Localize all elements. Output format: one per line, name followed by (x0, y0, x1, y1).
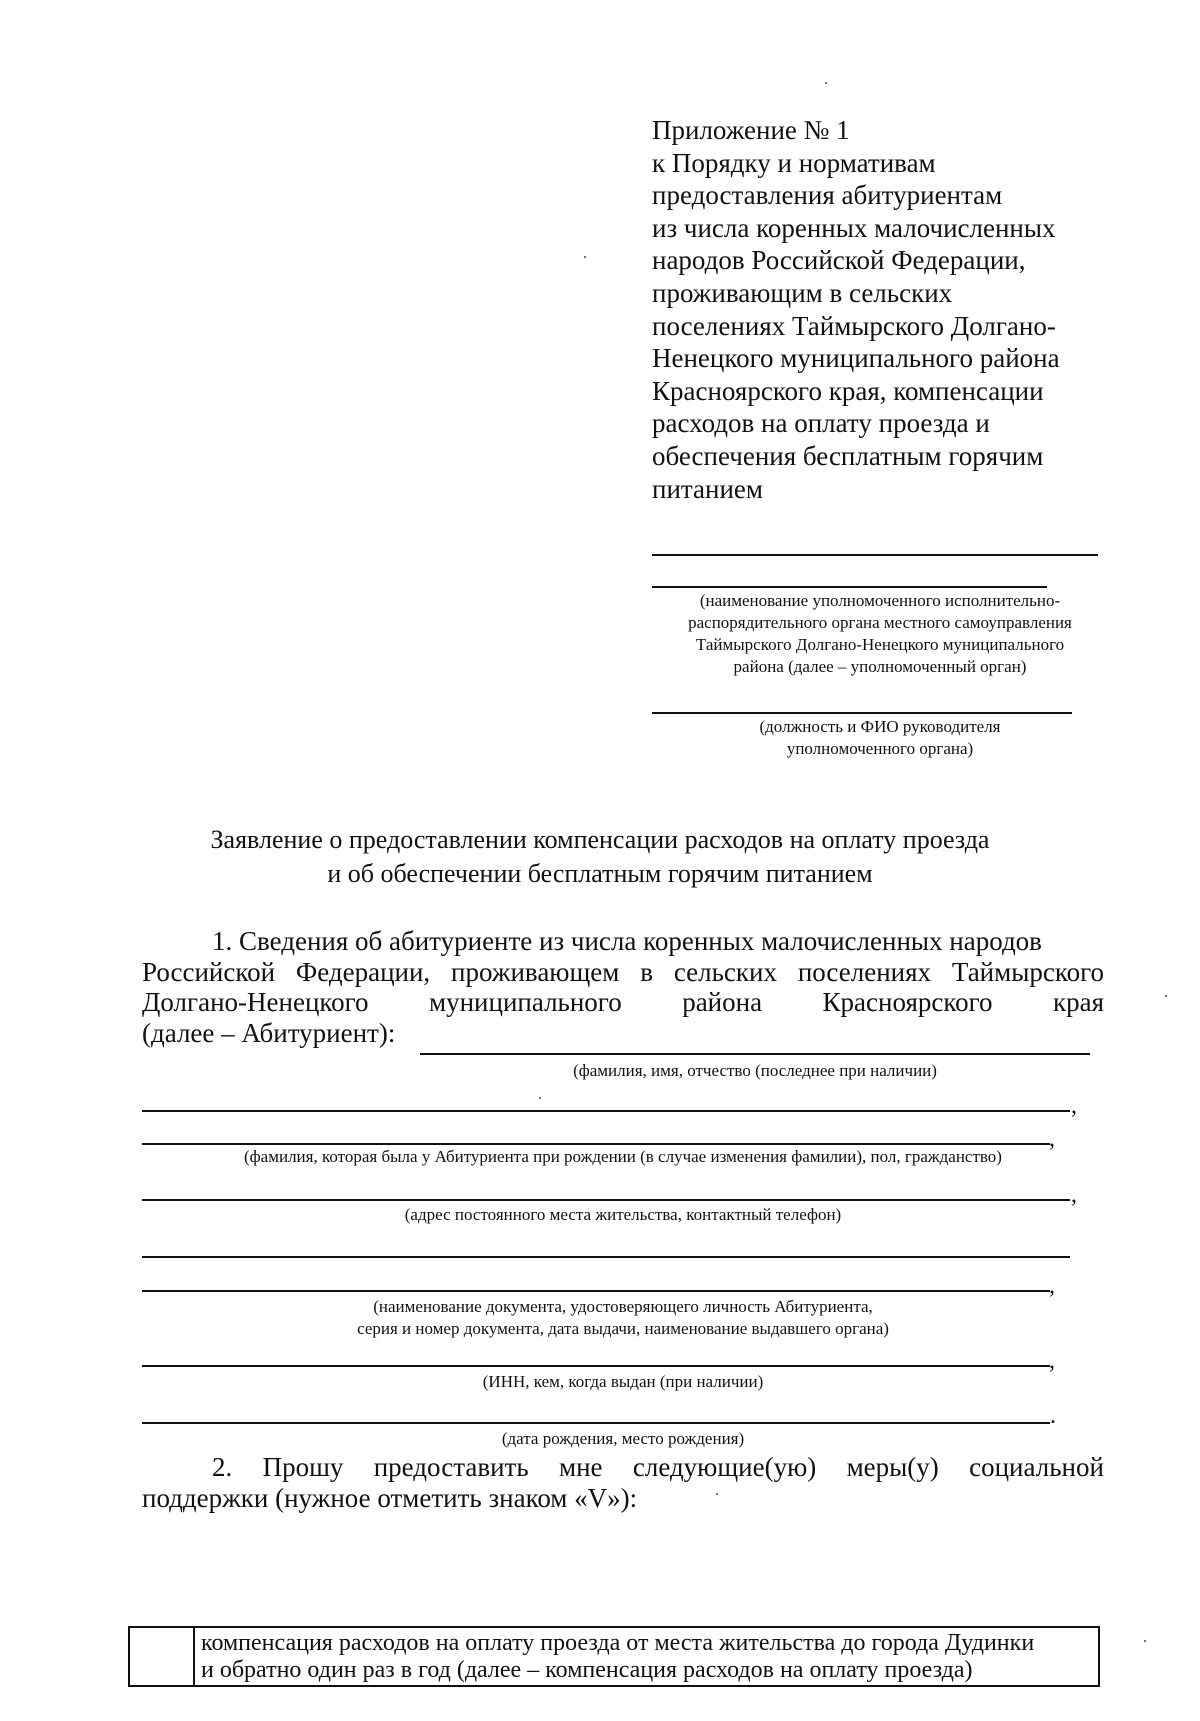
word: сельских (673, 956, 777, 987)
appendix-line: к Порядку и нормативам (652, 147, 936, 178)
word: района (682, 987, 763, 1017)
scan-speck (1165, 995, 1167, 997)
word: муниципального (429, 987, 622, 1017)
birth-name-caption: (фамилия, которая была у Абитуриента при рождении (в случае изменения фамилии), пол, гражданство) (244, 1147, 1002, 1166)
birth-name-field[interactable] (142, 1143, 1050, 1145)
birth-field[interactable] (142, 1422, 1050, 1424)
scan-speck (584, 256, 586, 258)
title-line: и об обеспечении бесплатным горячим питанием (327, 859, 873, 888)
caption-line: (наименование уполномоченного исполнительно- (699, 591, 1061, 610)
inn-field[interactable] (142, 1365, 1050, 1367)
fio-continuation-field[interactable] (142, 1110, 1070, 1112)
fio-field[interactable] (420, 1053, 1090, 1055)
section-2-line-2: поддержки (нужное отметить знаком «V»): (142, 1482, 638, 1513)
appendix-line: народов Российской Федерации, (652, 245, 1026, 276)
scan-speck (539, 1097, 541, 1099)
word: Федерации, (295, 956, 431, 987)
appendix-line: Приложение № 1 (652, 115, 850, 145)
period: . (1050, 1403, 1056, 1429)
word: следующие(ую) (632, 1452, 817, 1482)
fio-caption: (фамилия, имя, отчество (последнее при наличии) (573, 1061, 937, 1080)
document-title (0, 823, 1200, 891)
word: Таймырского (951, 956, 1104, 987)
word: проживающем (451, 956, 620, 987)
caption-line: (наименование документа, удостоверяющего личность Абитуриента, (373, 1297, 873, 1316)
head-caption (680, 716, 1080, 760)
caption-line: Таймырского Долгано-Ненецкого муниципального (695, 635, 1065, 654)
word: в (640, 956, 653, 987)
section-1-paragraph (142, 926, 1104, 1048)
authority-caption (640, 590, 1120, 678)
caption-line: уполномоченного органа) (786, 739, 974, 758)
scan-speck (1144, 1640, 1146, 1642)
caption-line: (должность и ФИО руководителя (759, 717, 1001, 736)
comma: , (1049, 1348, 1055, 1374)
support-option-row (128, 1626, 1100, 1687)
section-1-line-4: (далее – Абитуриент): (142, 1017, 396, 1048)
word: края (1052, 987, 1104, 1017)
comma: , (1049, 1273, 1055, 1299)
word: Российской (142, 956, 276, 987)
appendix-line: Красноярского края, компенсации (652, 375, 1044, 406)
scan-speck (716, 1493, 718, 1495)
section-2-paragraph (142, 1452, 1104, 1513)
appendix-line: проживающим в сельских (652, 277, 953, 308)
id-document-caption (142, 1296, 1104, 1340)
word: Прошу (262, 1452, 344, 1482)
caption-line: серия и номер документа, дата выдачи, наименование выдавшего органа) (357, 1319, 889, 1338)
comma: , (1071, 1093, 1077, 1119)
birth-caption: (дата рождения, место рождения) (501, 1429, 745, 1448)
word: 2. (212, 1452, 233, 1482)
caption-line: района (далее – уполномоченный орган) (733, 657, 1027, 676)
section-1-line-2 (142, 957, 1104, 988)
option-text-line: компенсация расходов на оплату проезда от места жительства до города Дудинки (201, 1630, 1035, 1656)
word: Красноярского (822, 987, 993, 1017)
word: поселениях (797, 956, 932, 987)
id-document-field-2[interactable] (142, 1290, 1050, 1292)
appendix-line: Ненецкого муниципального района (652, 343, 1060, 374)
option-text-line: и обратно один раз в год (далее – компенсация расходов на оплату проезда) (201, 1657, 973, 1683)
scan-speck (825, 82, 827, 84)
word: меры(у) (846, 1452, 939, 1482)
inn-caption: (ИНН, кем, когда выдан (при наличии) (482, 1372, 764, 1391)
appendix-line: питанием (652, 473, 763, 504)
appendix-line: расходов на оплату проезда и (652, 408, 990, 439)
authority-blank-line-1[interactable] (652, 554, 1098, 556)
word: Долгано-Ненецкого (142, 987, 369, 1017)
comma: , (1049, 1126, 1055, 1152)
appendix-header (652, 114, 1172, 505)
word: социальной (969, 1452, 1104, 1482)
appendix-line: поселениях Таймырского Долгано- (652, 310, 1056, 341)
authority-blank-line-2[interactable] (652, 586, 1047, 588)
word: предоставить (373, 1452, 529, 1482)
id-document-field-1[interactable] (142, 1256, 1070, 1258)
head-blank-line[interactable] (652, 712, 1072, 714)
section-2-line-1 (142, 1452, 1104, 1483)
option-checkbox-cell[interactable] (130, 1628, 195, 1685)
appendix-line: предоставления абитуриентам (652, 180, 1003, 211)
address-field[interactable] (142, 1199, 1070, 1201)
title-line: Заявление о предоставлении компенсации расходов на оплату проезда (210, 825, 990, 854)
word: мне (558, 1452, 603, 1482)
option-description (195, 1628, 1040, 1685)
comma: , (1071, 1182, 1077, 1208)
address-caption: (адрес постоянного места жительства, контактный телефон) (404, 1205, 842, 1224)
appendix-line: из числа коренных малочисленных (652, 212, 1056, 243)
appendix-line: обеспечения бесплатным горячим (652, 440, 1044, 471)
section-1-line-1: 1. Сведения об абитуриенте из числа коренных малочисленных народов (212, 926, 1042, 956)
section-1-line-3 (142, 987, 1104, 1018)
caption-line: распорядительного органа местного самоуправления (688, 613, 1072, 632)
